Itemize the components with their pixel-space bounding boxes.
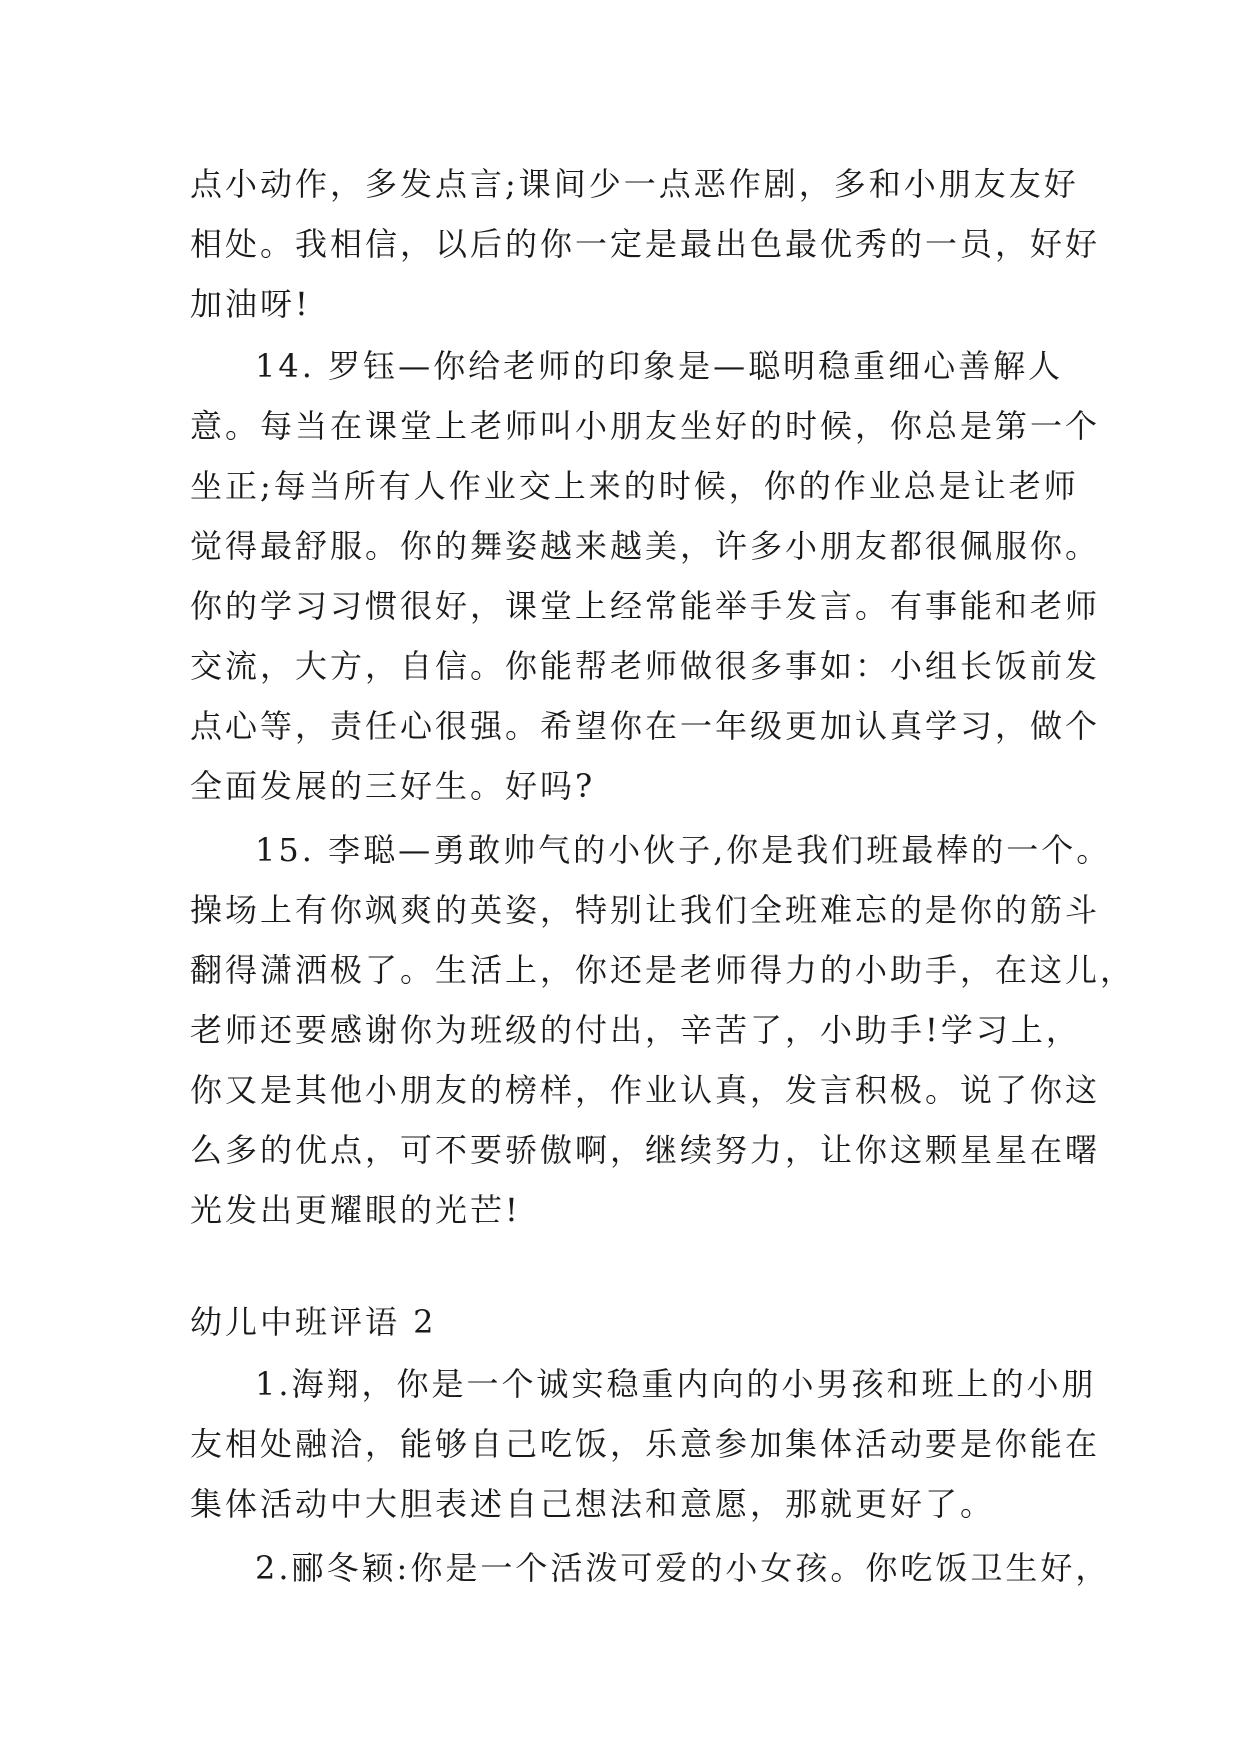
text-line: 觉得最舒服。你的舞姿越来越美，许多小朋友都很佩服你。: [190, 527, 1101, 565]
text-line: 点小动作，多发点言;课间少一点恶作剧，多和小朋友友好: [190, 165, 1079, 203]
text-line: 操场上有你飒爽的英姿，特别让我们全班难忘的是你的筋斗: [190, 891, 1101, 929]
text-line: 全面发展的三好生。好吗?: [190, 767, 596, 805]
text-line: 你又是其他小朋友的榜样，作业认真，发言积极。说了你这: [190, 1071, 1101, 1109]
section-heading: 幼儿中班评语 2: [190, 1303, 437, 1341]
text-line: 15. 李聪—勇敢帅气的小伙子,你是我们班最棒的一个。: [255, 831, 1112, 869]
text-line: 你的学习习惯很好，课堂上经常能举手发言。有事能和老师: [190, 587, 1101, 625]
text-line: 集体活动中大胆表述自己想法和意愿，那就更好了。: [190, 1485, 996, 1523]
text-line: 翻得潇洒极了。生活上，你还是老师得力的小助手，在这儿，: [190, 951, 1136, 989]
text-line: 坐正;每当所有人作业交上来的时候，你的作业总是让老师: [190, 467, 1079, 505]
text-line: 么多的优点，可不要骄傲啊，继续努力，让你这颗星星在曙: [190, 1131, 1101, 1169]
text-line: 点心等，责任心很强。希望你在一年级更加认真学习，做个: [190, 707, 1101, 745]
text-line: 14. 罗钰—你给老师的印象是—聪明稳重细心善解人: [255, 347, 1064, 385]
text-line: 加油呀!: [190, 285, 311, 323]
text-line: 1.海翔，你是一个诚实稳重内向的小男孩和班上的小朋: [255, 1365, 1097, 1403]
text-line: 友相处融洽，能够自己吃饭，乐意参加集体活动要是你能在: [190, 1425, 1101, 1463]
text-line: 光发出更耀眼的光芒!: [190, 1191, 521, 1229]
text-line: 2.郦冬颖:你是一个活泼可爱的小女孩。你吃饭卫生好，: [255, 1549, 1111, 1587]
text-line: 老师还要感谢你为班级的付出，辛苦了，小助手!学习上，: [190, 1011, 1081, 1049]
text-line: 相处。我相信，以后的你一定是最出色最优秀的一员，好好: [190, 225, 1101, 263]
text-line: 交流，大方，自信。你能帮老师做很多事如：小组长饭前发: [190, 647, 1101, 685]
text-line: 意。每当在课堂上老师叫小朋友坐好的时候，你总是第一个: [190, 407, 1101, 445]
